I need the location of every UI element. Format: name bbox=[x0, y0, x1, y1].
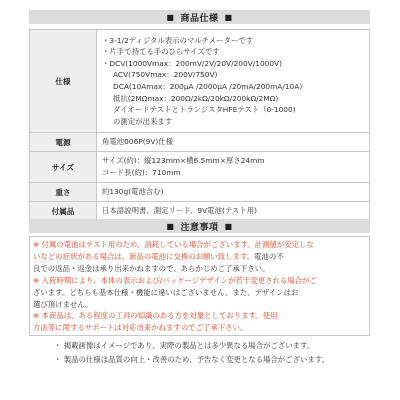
spec-line: ダイオードテストとトランジスタHFEテスト（0-1000) bbox=[113, 105, 296, 115]
header-bullet-left: ■ bbox=[166, 221, 175, 231]
spec-row-weight bbox=[30, 183, 370, 202]
spec-line: ACV(750Vmax：200V/750V) bbox=[113, 70, 218, 80]
note-line bbox=[33, 310, 366, 322]
spec-row-value bbox=[97, 30, 370, 133]
note-text: いなどの症状がある場合は、新品の電池に交換のお願い致します。 bbox=[33, 251, 255, 261]
notes-box bbox=[29, 236, 370, 336]
note-text: ※ 入荷時期により、本体の表示および/パッケージデザインが若干変更される場合がご bbox=[33, 275, 317, 285]
spec-line: DCA(10Amax：200μA /2000μA /20mA/200mA/10A) bbox=[113, 82, 303, 91]
note-text: 選び頂けません。 bbox=[33, 299, 93, 309]
note-line bbox=[33, 263, 366, 275]
note-line bbox=[33, 239, 366, 251]
spec-line: の測定が出来ます bbox=[113, 116, 173, 126]
note-text: ※ 本商品は、ある程度の工具の知識のある方を対象としております。使用 bbox=[33, 311, 278, 321]
spec-line: ・片手で持てる手のひらサイズです bbox=[102, 47, 220, 57]
spec-row-power bbox=[30, 133, 370, 152]
spec-row-label: サイズ bbox=[30, 152, 97, 183]
spec-line: 抵抗(2MΩmax：200Ω/2kΩ/20kΩ/200kΩ/2MΩ) bbox=[113, 93, 279, 103]
spec-line: 日本語説明書、測定リード、9V電池(テスト用) bbox=[102, 206, 257, 216]
note-line bbox=[33, 251, 366, 263]
header-bullet-right: ■ bbox=[224, 221, 233, 231]
spec-row-label: 仕様 bbox=[30, 30, 97, 133]
note-text-suffix: 電池の不 bbox=[254, 251, 284, 261]
spec-row-value bbox=[97, 202, 370, 221]
spec-section-title: 商品仕様 bbox=[180, 13, 219, 24]
note-text: ざいます。どちらも基本仕様・機能に違いはございません。また、デザインはお bbox=[33, 287, 299, 297]
spec-line: ・DCV(1000Vmax：200mV/2V/20V/200V/1000V) bbox=[102, 58, 282, 68]
spec-line: 約130g(電池含む) bbox=[102, 187, 164, 197]
bottom-notes bbox=[54, 339, 374, 367]
spec-row-value bbox=[97, 133, 370, 152]
spec-row-accessories bbox=[30, 202, 370, 221]
spec-line: サイズ(約)：縦123mm×横6.5mm×厚さ24mm bbox=[102, 156, 265, 166]
spec-row-label: 電源 bbox=[30, 133, 97, 152]
note-line bbox=[33, 287, 366, 299]
header-bullet-right: ■ bbox=[224, 12, 233, 22]
spec-row-size bbox=[30, 152, 370, 183]
spec-table bbox=[29, 29, 370, 221]
spec-row-value bbox=[97, 183, 370, 202]
spec-line: コード長(約)：710mm bbox=[102, 168, 181, 177]
notes-section-title: 注意事項 bbox=[180, 222, 219, 233]
note-line bbox=[33, 299, 366, 311]
bottom-note-line: ・ 掲載画像はイメージであり、実際の製品とは多少異なる場合がございます。 bbox=[54, 341, 315, 350]
spec-row-label: 重さ bbox=[30, 183, 97, 202]
note-text: 良での返品・返金は承り出来かねますので、あらかじめご了承下さい。 bbox=[33, 263, 270, 273]
note-line bbox=[33, 322, 366, 334]
note-text: ※ 付属の電池はテスト用のため、消耗している場合がございます。計測値が安定しな bbox=[33, 240, 314, 249]
header-bullet-left: ■ bbox=[166, 12, 175, 22]
note-text: 方法等に関するサポートは対応出来かねますのでご了承下さい。 bbox=[33, 323, 248, 333]
spec-row-spec bbox=[30, 30, 370, 133]
note-line bbox=[33, 275, 366, 287]
spec-line: ・3-1/2ディジタル表示のマルチメーターです bbox=[102, 35, 254, 45]
spec-line: 角電池006P(9V)仕様 bbox=[102, 137, 174, 147]
bottom-note-line: ・ 製品の仕様は品質の向上・改善のため、予告なく変更となる場合がございます。 bbox=[54, 355, 329, 364]
spec-row-label: 付属品 bbox=[30, 202, 97, 221]
notes-section-header bbox=[29, 219, 370, 233]
spec-section-header bbox=[29, 10, 370, 24]
spec-row-value bbox=[97, 152, 370, 183]
